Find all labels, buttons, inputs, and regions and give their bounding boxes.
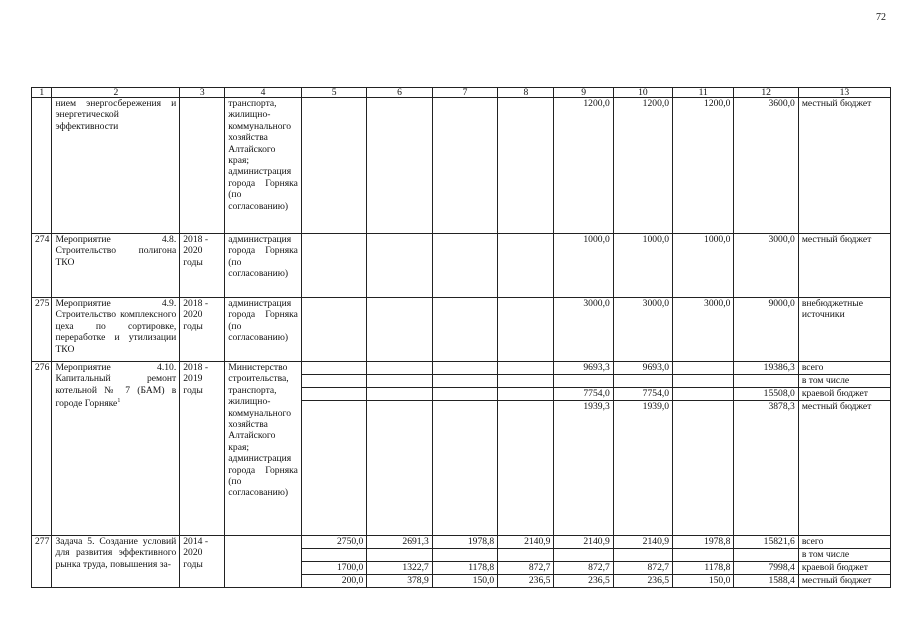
- value-col10: 3000,0: [613, 298, 672, 362]
- value-col7: [432, 549, 497, 562]
- col-header: 1: [32, 88, 52, 98]
- row-number: 276: [32, 362, 52, 536]
- value-col11: 150,0: [673, 575, 734, 588]
- value-col7: [432, 362, 497, 375]
- value-col5: [301, 375, 366, 388]
- value-col11: [673, 388, 734, 401]
- value-col12-total: 15821,6: [734, 536, 798, 549]
- value-col7: [432, 234, 497, 298]
- col-header: 7: [432, 88, 497, 98]
- col-header: 10: [613, 88, 672, 98]
- value-col10: 9693,0: [613, 362, 672, 375]
- value-col11: 3000,0: [673, 298, 734, 362]
- value-col9: [554, 375, 613, 388]
- value-col11: [673, 549, 734, 562]
- value-col12-total: 7998,4: [734, 562, 798, 575]
- value-col8: 2140,9: [498, 536, 554, 549]
- value-col7: 150,0: [432, 575, 497, 588]
- value-col6: 2691,3: [367, 536, 432, 549]
- executor: администрация города Горняка (по согласованию): [225, 234, 302, 298]
- value-col12-total: 1588,4: [734, 575, 798, 588]
- col-header: 11: [673, 88, 734, 98]
- value-col12-total: [734, 549, 798, 562]
- value-col5: 2750,0: [301, 536, 366, 549]
- column-number-row: [32, 88, 891, 98]
- value-col6: [367, 388, 432, 401]
- value-col7: [432, 388, 497, 401]
- funding-source: местный бюджет: [798, 234, 890, 298]
- value-col6: 378,9: [367, 575, 432, 588]
- funding-source: всего: [798, 536, 890, 549]
- value-col10: 236,5: [613, 575, 672, 588]
- funding-source: местный бюджет: [798, 575, 890, 588]
- row-number: [32, 98, 52, 234]
- value-col12-total: [734, 375, 798, 388]
- period: 2014 - 2020 годы: [180, 536, 225, 588]
- value-col11: [673, 401, 734, 536]
- funding-source: в том числе: [798, 549, 890, 562]
- col-header: 3: [180, 88, 225, 98]
- value-col8: [498, 298, 554, 362]
- value-col8: [498, 234, 554, 298]
- col-header: 13: [798, 88, 890, 98]
- value-col5: [301, 549, 366, 562]
- col-header: 4: [225, 88, 302, 98]
- value-col8: 236,5: [498, 575, 554, 588]
- value-col6: [367, 362, 432, 375]
- value-col11: [673, 362, 734, 375]
- executor: Министерство строительства, транспорта, жилищно-коммунального хозяйства Алтайского края; администрация города Горняка (по согласованию): [225, 362, 302, 536]
- value-col9: 236,5: [554, 575, 613, 588]
- value-col7: [432, 298, 497, 362]
- col-header: 6: [367, 88, 432, 98]
- executor: [225, 536, 302, 588]
- table-row-277: [32, 536, 891, 549]
- value-col6: [367, 401, 432, 536]
- measure-name: нием энергосбережения и энергетической эффективности: [52, 98, 180, 234]
- value-col12-total: 19386,3: [734, 362, 798, 375]
- period: 2018 - 2019 годы: [180, 362, 225, 536]
- value-col8: 872,7: [498, 562, 554, 575]
- funding-source: в том числе: [798, 375, 890, 388]
- value-col7: 1178,8: [432, 562, 497, 575]
- value-col9: 1000,0: [554, 234, 613, 298]
- value-col9: 2140,9: [554, 536, 613, 549]
- funding-source: краевой бюджет: [798, 388, 890, 401]
- executor: администрация города Горняка (по согласованию): [225, 298, 302, 362]
- value-col8: [498, 388, 554, 401]
- col-header: 5: [301, 88, 366, 98]
- value-col5: [301, 98, 366, 234]
- col-header: 2: [52, 88, 180, 98]
- page-number: 72: [876, 12, 886, 23]
- value-col8: [498, 375, 554, 388]
- value-col11: 1200,0: [673, 98, 734, 234]
- period: 2018 - 2020 годы: [180, 298, 225, 362]
- value-col12-total: 3878,3: [734, 401, 798, 536]
- value-col7: [432, 98, 497, 234]
- table-row-276: [32, 362, 891, 375]
- value-col9: 3000,0: [554, 298, 613, 362]
- period: 2018 - 2020 годы: [180, 234, 225, 298]
- measure-name-text: Мероприятие 4.10. Капитальный ремонт котельной № 7 (БАМ) в городе Горняке: [55, 362, 177, 410]
- value-col6: 1322,7: [367, 562, 432, 575]
- value-col6: [367, 298, 432, 362]
- measure-name: Мероприятие 4.9. Строительство комплексного цеха по сортировке, переработке и утилизации ТКО: [52, 298, 180, 362]
- funding-source: местный бюджет: [798, 98, 890, 234]
- value-col5: [301, 401, 366, 536]
- value-col12-total: 3000,0: [734, 234, 798, 298]
- value-col10: 1000,0: [613, 234, 672, 298]
- value-col10: 872,7: [613, 562, 672, 575]
- value-col6: [367, 98, 432, 234]
- value-col8: [498, 362, 554, 375]
- value-col6: [367, 375, 432, 388]
- value-col7: [432, 401, 497, 536]
- value-col10: 7754,0: [613, 388, 672, 401]
- funding-source: местный бюджет: [798, 401, 890, 536]
- value-col9: 1200,0: [554, 98, 613, 234]
- measure-name: Мероприятие 4.8. Строительство полигона ТКО: [52, 234, 180, 298]
- col-header: 12: [734, 88, 798, 98]
- col-header: 8: [498, 88, 554, 98]
- value-col9: 9693,3: [554, 362, 613, 375]
- col-header: 9: [554, 88, 613, 98]
- measure-name: [52, 362, 180, 536]
- value-col9: 1939,3: [554, 401, 613, 536]
- value-col9: 872,7: [554, 562, 613, 575]
- funding-source: всего: [798, 362, 890, 375]
- value-col5: [301, 234, 366, 298]
- row-number: 275: [32, 298, 52, 362]
- value-col6: [367, 234, 432, 298]
- value-col11: [673, 375, 734, 388]
- value-col9: 7754,0: [554, 388, 613, 401]
- value-col5: [301, 362, 366, 375]
- value-col7: [432, 375, 497, 388]
- value-col8: [498, 549, 554, 562]
- value-col11: 1178,8: [673, 562, 734, 575]
- value-col7: 1978,8: [432, 536, 497, 549]
- period: [180, 98, 225, 234]
- value-col10: 2140,9: [613, 536, 672, 549]
- program-table: [31, 87, 891, 588]
- row-number: 277: [32, 536, 52, 588]
- table-row-275: [32, 298, 891, 362]
- value-col5: [301, 298, 366, 362]
- measure-name: Задача 5. Создание условий для развития эффективного рынка труда, повышения за-: [52, 536, 180, 588]
- value-col5: [301, 388, 366, 401]
- value-col10: 1200,0: [613, 98, 672, 234]
- value-col12-total: 9000,0: [734, 298, 798, 362]
- value-col6: [367, 549, 432, 562]
- value-col9: [554, 549, 613, 562]
- funding-source: внебюджетные источники: [798, 298, 890, 362]
- value-col5: 200,0: [301, 575, 366, 588]
- value-col10: [613, 549, 672, 562]
- value-col12-total: 15508,0: [734, 388, 798, 401]
- value-col11: 1000,0: [673, 234, 734, 298]
- value-col10: [613, 375, 672, 388]
- funding-source: краевой бюджет: [798, 562, 890, 575]
- value-col12-total: 3600,0: [734, 98, 798, 234]
- executor: транспорта, жилищно-коммунального хозяйства Алтайского края; администрация города Горняка (по согласованию): [225, 98, 302, 234]
- footnote-mark: 1: [117, 398, 121, 405]
- value-col10: 1939,0: [613, 401, 672, 536]
- value-col11: 1978,8: [673, 536, 734, 549]
- value-col8: [498, 401, 554, 536]
- row-number: 274: [32, 234, 52, 298]
- value-col5: 1700,0: [301, 562, 366, 575]
- table-row-continued: [32, 98, 891, 234]
- value-col8: [498, 98, 554, 234]
- table-row-274: [32, 234, 891, 298]
